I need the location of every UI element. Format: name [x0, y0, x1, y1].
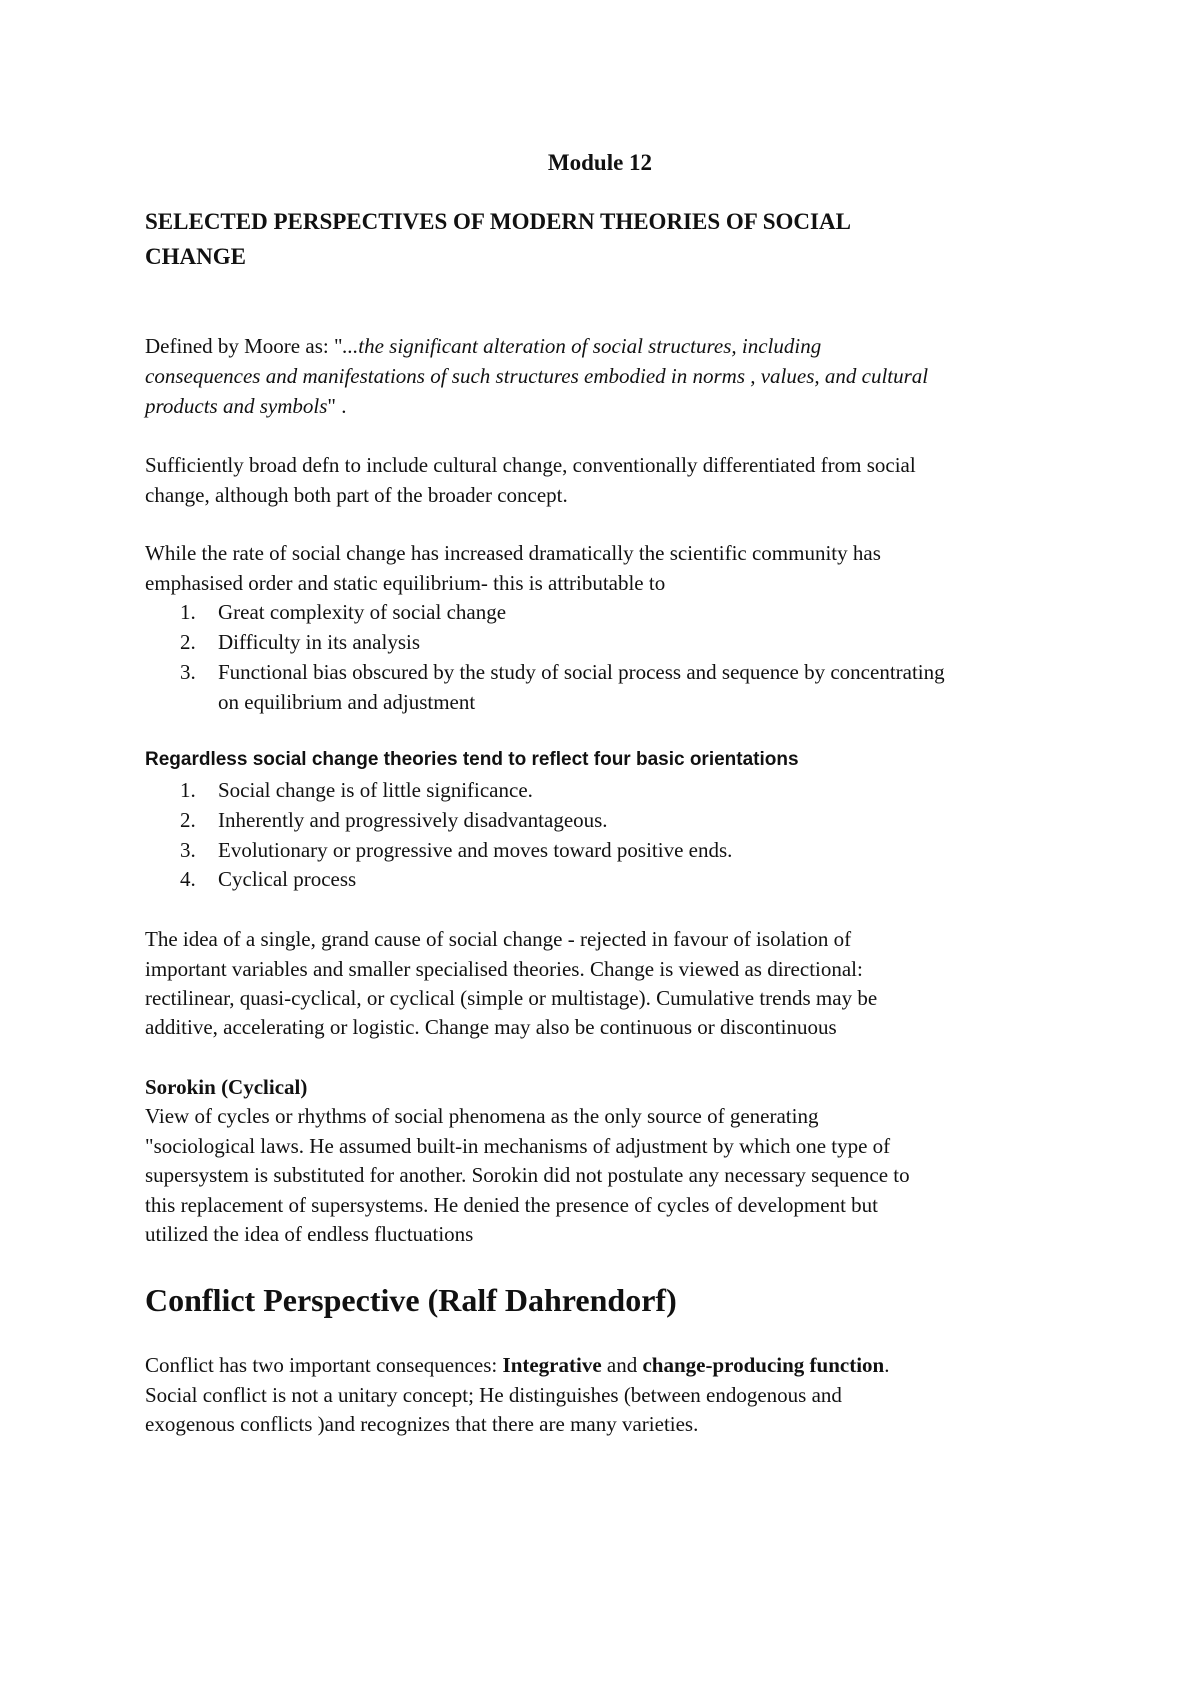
conflict-heading: Conflict Perspective (Ralf Dahrendorf) — [145, 1282, 677, 1318]
definition-line-1: Defined by Moore as: "...the significant alteration of social structures, including — [145, 334, 822, 358]
list-item-number: 4. — [180, 867, 196, 891]
list-item: Evolutionary or progressive and moves toward positive ends. — [218, 838, 733, 862]
paragraph-sorokin-line-2: "sociological laws. He assumed built-in mechanisms of adjustment by which one type of — [145, 1134, 891, 1158]
paragraph-idea-line-2: important variables and smaller specialised theories. Change is viewed as directional: — [145, 957, 863, 981]
list-item-number: 1. — [180, 778, 196, 802]
paragraph-sorokin-line-1: View of cycles or rhythms of social phenomena as the only source of generating — [145, 1104, 819, 1128]
paragraph-idea-line-4: additive, accelerating or logistic. Change may also be continuous or discontinuous — [145, 1015, 837, 1039]
list-item-continuation: on equilibrium and adjustment — [218, 690, 476, 714]
paragraph-broad-line-2: change, although both part of the broader concept. — [145, 483, 568, 507]
list-item: Inherently and progressively disadvantageous. — [218, 808, 608, 832]
conflict-line-1: Conflict has two important consequences: Integrative and change-producing function. — [145, 1353, 890, 1377]
paragraph-rate-line-2: emphasised order and static equilibrium- this is attributable to — [145, 571, 666, 595]
list-item: Cyclical process — [218, 867, 357, 891]
paragraph-sorokin-line-5: utilized the idea of endless fluctuations — [145, 1222, 474, 1246]
conflict-line-2: Social conflict is not a unitary concept; He distinguishes (between endogenous and — [145, 1383, 842, 1407]
list-item: Functional bias obscured by the study of social process and sequence by concentrating — [218, 660, 945, 684]
paragraph-idea-line-3: rectilinear, quasi-cyclical, or cyclical (simple or multistage). Cumulative trends may be — [145, 986, 878, 1010]
paragraph-sorokin-line-4: this replacement of supersystems. He denied the presence of cycles of development but — [145, 1193, 879, 1217]
paragraph-sorokin-line-3: supersystem is substituted for another. Sorokin did not postulate any necessary sequence to — [145, 1163, 910, 1187]
section-heading-line-1: SELECTED PERSPECTIVES OF MODERN THEORIES OF SOCIAL — [145, 209, 851, 234]
section-heading-line-2: CHANGE — [145, 244, 246, 269]
paragraph-broad-line-1: Sufficiently broad defn to include cultural change, conventionally differentiated from social — [145, 453, 916, 477]
list-item: Difficulty in its analysis — [218, 630, 421, 654]
definition-line-3: products and symbols" . — [145, 394, 347, 418]
list-item-number: 3. — [180, 838, 196, 862]
paragraph-rate-line-1: While the rate of social change has increased dramatically the scientific community has — [145, 541, 881, 565]
list-item-number: 2. — [180, 630, 196, 654]
orientations-heading: Regardless social change theories tend to reflect four basic orientations — [145, 749, 799, 770]
definition-line-2: consequences and manifestations of such structures embodied in norms , values, and cultural — [145, 364, 929, 388]
conflict-line-3: exogenous conflicts )and recognizes that there are many varieties. — [145, 1412, 699, 1436]
list-item-number: 3. — [180, 660, 196, 684]
list-item-number: 2. — [180, 808, 196, 832]
list-item: Great complexity of social change — [218, 600, 507, 624]
paragraph-idea-line-1: The idea of a single, grand cause of social change - rejected in favour of isolation of — [145, 927, 852, 951]
module-title: Module 12 — [547, 150, 653, 175]
list-item: Social change is of little significance. — [218, 778, 533, 802]
list-item-number: 1. — [180, 600, 196, 624]
sorokin-heading: Sorokin (Cyclical) — [145, 1075, 308, 1099]
